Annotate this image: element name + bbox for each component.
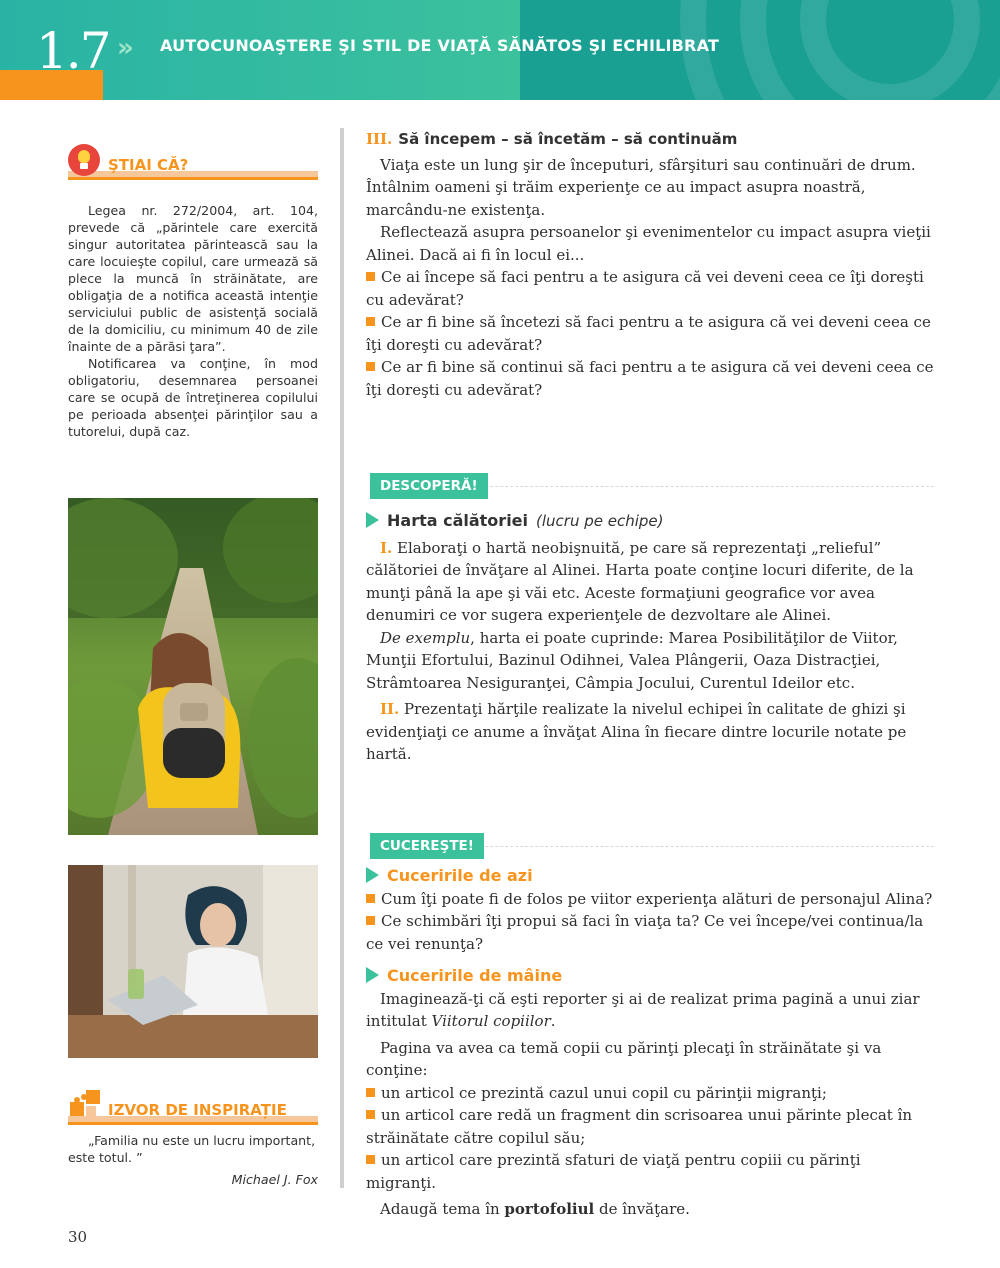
descopera-title-row [366,510,934,533]
section-iii-roman: III. [366,130,393,148]
paragraph-text: Adaugă tema în [380,1200,505,1218]
bullet-text: Ce ar fi bine să continui să faci pentru a te asigura că vei deveni ceea ce îţi doreşti cu adevărat? [366,358,934,399]
izvor-label: IZVOR DE INSPIRAȚIE [108,1101,287,1119]
play-triangle-icon [366,967,379,983]
maine-paragraph: Pagina va avea ca temă copii cu părinţi plecaţi în străinătate şi va conţine: [366,1038,882,1079]
section-iii-paragraph: Reflectează asupra persoanelor şi evenimentelor cu impact asupra vieţii Alinei. Dacă ai fi în locul ei... [366,223,931,264]
izvor-heading [68,1085,318,1125]
maine-title-row [366,965,934,988]
section-iii [366,128,934,401]
section-iii-bullet [366,311,934,356]
section-iii-bullet [366,266,934,311]
example-text: , harta ei poate cuprinde: Marea Posibilităţilor de Viitor, Munţii Efortului, Bazinul Odihnei, Valea Plângerii, Oaza Distracţiei, Strâmtoarea Nesiguranţei, Câmpia Jocului, Curentul Ideilor etc. [366,628,898,692]
bullet-text: un articol care prezintă sfaturi de viaţă pentru copiii cu părinţi migranţi. [366,1151,861,1192]
stiai-ca-heading [68,140,318,180]
descopera-tag: DESCOPERĂ! [370,473,488,499]
stiai-ca-label: ŞTIAI CĂ? [108,156,189,174]
portfolio-word: portofoliul [504,1200,595,1218]
azi-bullet [366,910,934,955]
azi-bullet [366,888,934,911]
orange-square-bullet-icon [366,894,375,903]
section-iii-title-row [366,128,934,151]
section-iii-bullet [366,356,934,401]
heading-underline-accent [68,1122,318,1125]
task-number: I. [380,538,393,557]
task-text: Prezentaţi hărţile realizate la nivelul echipei în calitate de ghizi şi evidenţiaţi ce anume a învăţat Alina în fiecare dintre locurile notate pe hartă. [366,700,907,763]
lesson-number: 1.7 [36,22,110,80]
orange-square-bullet-icon [366,1110,375,1119]
paragraph-text: de învăţare. [594,1200,690,1218]
orange-square-bullet-icon [366,1155,375,1164]
portfolio-note [366,1198,934,1221]
page-number: 30 [68,1228,88,1246]
example-label: De exemplu [380,628,471,647]
descopera-section [366,510,934,766]
section-iii-title: Să începem – să încetăm – să continuăm [398,130,738,148]
bullet-text: Ce ar fi bine să încetezi să faci pentru a te asigura că vei deveni ceea ce îţi doreşti cu adevărat? [366,313,931,354]
lightbulb-icon [68,144,100,176]
paragraph-text: . [550,1012,556,1030]
maine-bullet [366,1149,934,1194]
heading-underline-accent [68,177,318,180]
orange-square-bullet-icon [366,362,375,371]
inspiration-quote: „Familia nu este un lucru important, este totul. ” [68,1133,316,1165]
paragraph-text: Imaginează-ţi că eşti reporter şi ai de realizat prima pagină a unui ziar intitulat [366,989,920,1030]
cucereste-tag: CUCEREŞTE! [370,833,484,859]
photo-girl-laptop [68,865,318,1058]
cucereste-section [366,865,934,1221]
quote-author: Michael J. Fox [231,1172,318,1187]
lesson-title: AUTOCUNOAŞTERE ŞI STIL DE VIAŢĂ SĂNĂTOS ŞI ECHILIBRAT [160,36,720,55]
orange-square-bullet-icon [366,916,375,925]
section-iii-paragraph: Viaţa este un lung şir de începuturi, sfârşituri sau continuări de drum. Întâlnim oameni şi trăim experienţe ce au impact asupra noastră, marcându-ne existenţa. [366,155,916,219]
maine-bullet [366,1104,934,1149]
azi-title: Cuceririle de azi [387,866,533,885]
orange-square-bullet-icon [366,272,375,281]
photo-girl-forest-path [68,498,318,835]
puzzle-icon [68,1088,102,1122]
orange-square-bullet-icon [366,317,375,326]
maine-paragraph [366,988,934,1033]
descopera-note: (lucru pe echipe) [536,512,664,530]
bullet-text: Ce schimbări îţi propui să faci în viaţa ta? Ce vei începe/vei continua/la ce vei renunţa? [366,912,924,953]
bullet-text: un articol ce prezintă cazul unui copil cu părinţii migranţi; [381,1083,827,1102]
descopera-title: Harta călătoriei [387,511,529,530]
bullet-text: un articol care redă un fragment din scrisoarea unui părinte plecat în străinătate către copilul său; [366,1106,913,1147]
double-chevron-icon: » [117,33,128,63]
stiai-ca-paragraph: Legea nr. 272/2004, art. 104, prevede că „părintele care exercită singur autoritatea părintească sau la care locuieşte copilul, care urmează să plece la muncă în străinătate, are obligaţia de a notifica această intenţie serviciului public de asistenţă socială de la domiciliu, cu minimum 40 de zile înainte de a părăsi ţara”. [68,203,318,354]
descopera-task-i [366,537,934,627]
azi-title-row [366,865,934,888]
column-divider [340,128,344,1188]
descopera-task-ii [366,698,934,766]
bullet-text: Cum îţi poate fi de folos pe viitor experienţa alături de personajul Alina? [381,889,933,908]
lesson-header [0,0,1000,100]
newspaper-title: Viitorul copiilor [431,1012,551,1030]
play-triangle-icon [366,867,379,883]
stiai-ca-paragraph: Notificarea va conţine, în mod obligatoriu, desemnarea persoanei care se ocupă de întreţinerea copilului pe perioada absenţei părinţilor sau a tutorelui, după caz. [68,356,318,439]
task-number: II. [380,700,400,718]
bullet-text: Ce ai începe să faci pentru a te asigura că vei deveni ceea ce îţi doreşti cu adevărat? [366,268,924,309]
play-triangle-icon [366,512,379,528]
maine-bullet [366,1082,934,1105]
descopera-example [366,627,934,695]
orange-square-bullet-icon [366,1088,375,1097]
task-text: Elaboraţi o hartă neobişnuită, pe care să reprezentaţi „relieful” călătoriei de învăţare al Alinei. Harta poate conţine locuri diferite, de la munţi până la ape şi văi etc. Aceste formaţiuni geografice vor avea denumiri ce vor sugera experienţele de dezvoltare ale Alinei. [366,538,914,624]
maine-title: Cuceririle de mâine [387,966,563,985]
stiai-ca-text [68,202,318,440]
